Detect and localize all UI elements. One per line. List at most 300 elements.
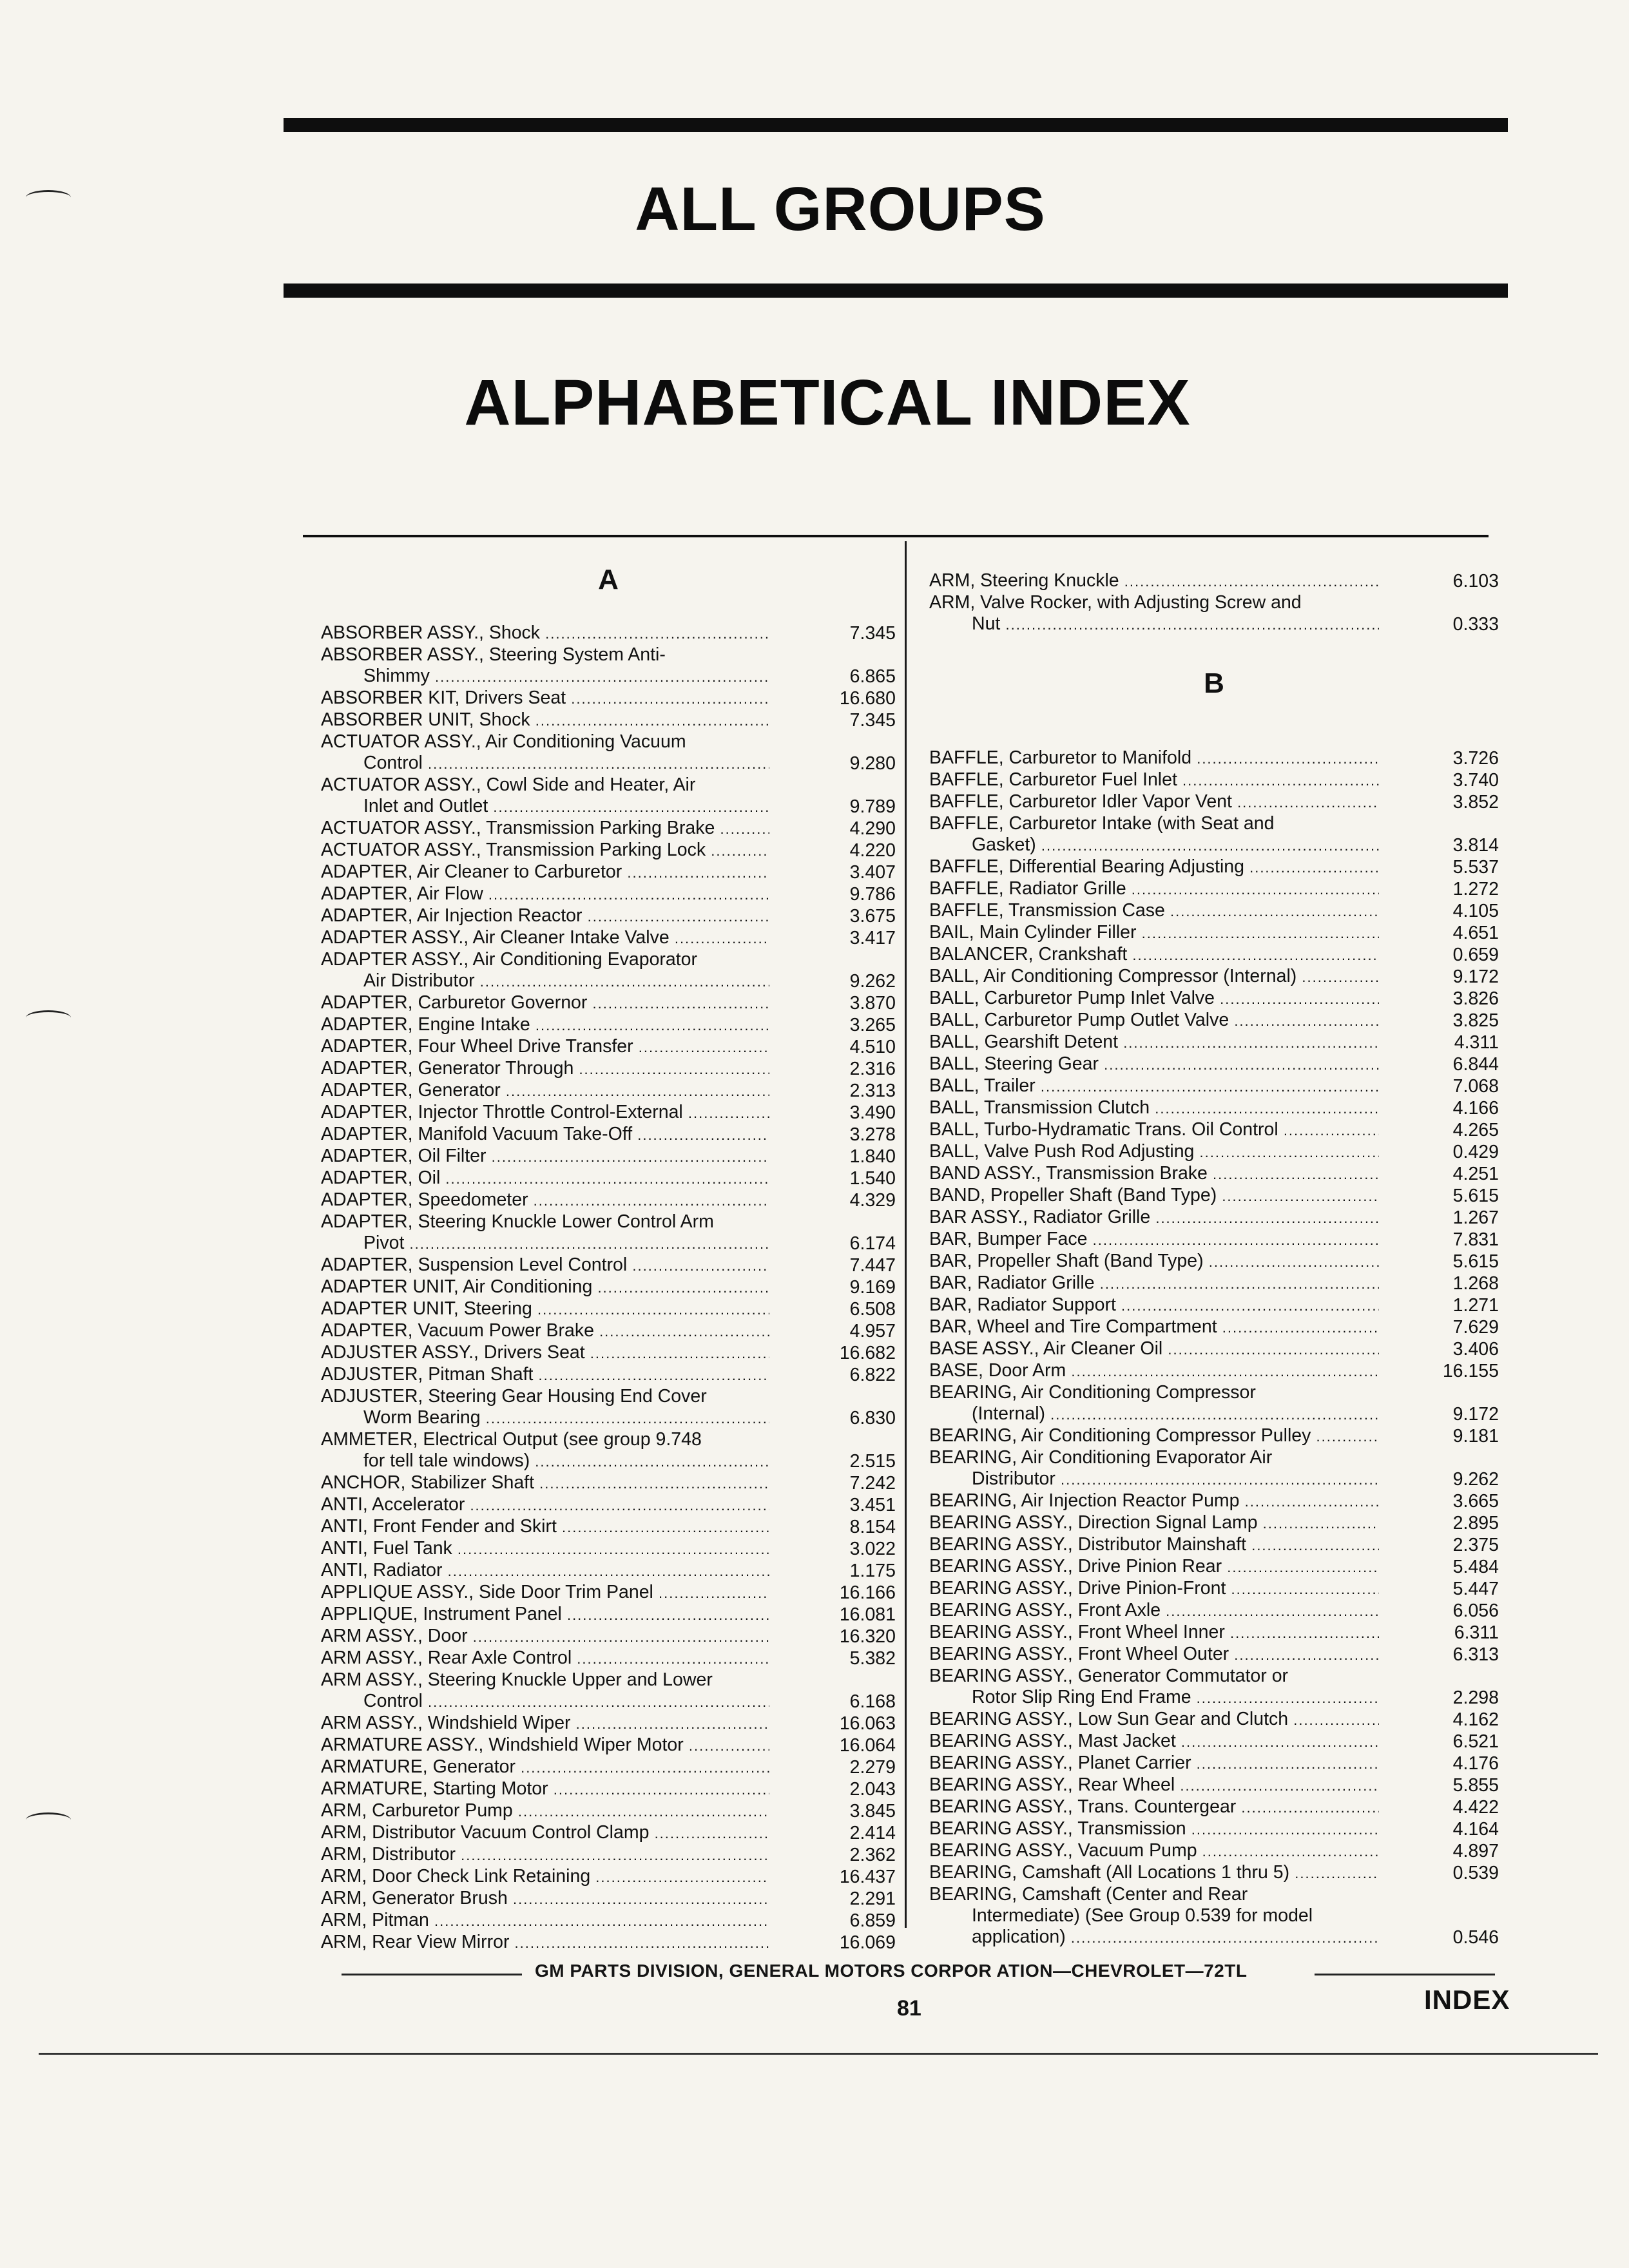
section-tag: INDEX — [1424, 1984, 1510, 2015]
entry-page-ref: 0.659 — [1452, 945, 1499, 965]
entry-label: ARM ASSY., Door ..... — [321, 1626, 769, 1648]
entry-label-continued: Pivot ..... — [363, 1233, 769, 1254]
index-entry — [321, 1429, 896, 1472]
entry-page-ref: 9.172 — [1452, 966, 1499, 987]
entry-label: BEARING, Camshaft (All Locations 1 thru 5) ..... — [929, 1862, 1379, 1884]
entry-label: BEARING ASSY., Front Axle ..... — [929, 1600, 1379, 1622]
entry-label: ARM, Distributor Vacuum Control Clamp ..... — [321, 1822, 769, 1844]
entry-label: ARM ASSY., Steering Knuckle Upper and Lower — [321, 1669, 713, 1690]
entry-page-ref: 2.043 — [849, 1779, 896, 1800]
entry-label-continued: Distributor ..... — [972, 1468, 1379, 1490]
entry-page-ref: 2.414 — [849, 1823, 896, 1843]
entry-label: BALL, Valve Push Rod Adjusting ..... — [929, 1141, 1379, 1163]
index-entry — [321, 1146, 896, 1168]
entry-label-continued: application) ..... — [972, 1927, 1379, 1948]
entry-page-ref: 0.333 — [1452, 614, 1499, 635]
group-title: ALL GROUPS — [635, 175, 1046, 244]
entry-page-ref: 9.172 — [1452, 1404, 1499, 1425]
entry-page-ref: 6.830 — [849, 1408, 896, 1428]
entry-label: ARM ASSY., Rear Axle Control ..... — [321, 1648, 769, 1669]
index-entry — [321, 1538, 896, 1560]
left-entry-list — [321, 622, 896, 1954]
index-entry — [929, 1097, 1499, 1119]
entry-label: BEARING, Air Conditioning Evaporator Air — [929, 1447, 1273, 1468]
entry-page-ref: 5.484 — [1452, 1557, 1499, 1577]
index-entry — [929, 900, 1499, 922]
entry-page-ref: 9.262 — [1452, 1469, 1499, 1490]
index-entry — [929, 1884, 1499, 1948]
entry-label-continued: Control ..... — [363, 1691, 769, 1713]
entry-label-continued: (Internal) ..... — [972, 1403, 1379, 1425]
index-entry — [321, 1298, 896, 1320]
index-entry — [321, 1386, 896, 1429]
entry-page-ref: 3.825 — [1452, 1010, 1499, 1031]
entry-label-continued: Gasket) ..... — [972, 834, 1379, 856]
entry-page-ref: 16.063 — [839, 1713, 896, 1734]
index-entry — [929, 1229, 1499, 1251]
entry-label-continued: Inlet and Outlet ..... — [363, 796, 769, 818]
index-entry — [321, 1364, 896, 1386]
entry-label: BEARING ASSY., Planet Carrier ..... — [929, 1753, 1379, 1774]
index-entry — [321, 949, 896, 992]
entry-page-ref: 7.447 — [849, 1255, 896, 1276]
entry-label: BEARING ASSY., Transmission ..... — [929, 1818, 1379, 1840]
entry-label: ADAPTER, Oil Filter ..... — [321, 1146, 769, 1168]
entry-page-ref: 9.181 — [1452, 1426, 1499, 1446]
index-entry — [321, 1014, 896, 1036]
entry-label: ARM, Door Check Link Retaining ..... — [321, 1866, 769, 1888]
entry-label-continued: for tell tale windows) ..... — [363, 1450, 769, 1472]
entry-label: BALANCER, Crankshaft ..... — [929, 944, 1379, 966]
footer-line-left — [342, 1974, 522, 1975]
index-entry — [929, 1818, 1499, 1840]
footer-line-right — [1315, 1974, 1495, 1975]
entry-page-ref: 4.162 — [1452, 1709, 1499, 1730]
entry-page-ref: 5.537 — [1452, 857, 1499, 878]
entry-page-ref: 2.279 — [849, 1757, 896, 1778]
entry-page-ref: 4.265 — [1452, 1120, 1499, 1140]
entry-page-ref: 2.362 — [849, 1845, 896, 1865]
entry-label: ABSORBER KIT, Drivers Seat ..... — [321, 687, 769, 709]
index-entry — [321, 1735, 896, 1756]
index-entry — [321, 927, 896, 949]
entry-page-ref: 6.822 — [849, 1365, 896, 1385]
index-entry — [321, 1320, 896, 1342]
entry-label-continued: Worm Bearing ..... — [363, 1407, 769, 1429]
entry-label: BAFFLE, Carburetor Idler Vapor Vent ..... — [929, 791, 1379, 813]
entry-label: BALL, Trailer ..... — [929, 1075, 1379, 1097]
left-column — [321, 561, 896, 1954]
entry-label: ANTI, Fuel Tank ..... — [321, 1538, 769, 1560]
index-entry — [929, 966, 1499, 988]
entry-page-ref: 3.490 — [849, 1102, 896, 1123]
entry-label: ADAPTER ASSY., Air Conditioning Evaporator — [321, 949, 698, 970]
index-entry — [321, 1910, 896, 1932]
entry-label: BAFFLE, Carburetor Intake (with Seat and — [929, 813, 1275, 834]
index-entry — [929, 1207, 1499, 1229]
index-entry — [929, 1163, 1499, 1185]
index-entry — [929, 1753, 1499, 1774]
entry-label: BEARING ASSY., Generator Commutator or — [929, 1666, 1289, 1686]
index-entry — [321, 1669, 896, 1713]
entry-label: BEARING ASSY., Front Wheel Outer ..... — [929, 1644, 1379, 1666]
entry-label: BAND ASSY., Transmission Brake ..... — [929, 1163, 1379, 1185]
entry-label: ADAPTER, Air Flow ..... — [321, 883, 769, 905]
header-rule-bottom — [284, 284, 1508, 298]
entry-label: BEARING ASSY., Low Sun Gear and Clutch ..... — [929, 1709, 1379, 1731]
entry-label: BEARING ASSY., Trans. Countergear ..... — [929, 1796, 1379, 1818]
index-entry — [321, 644, 896, 687]
index-entry — [929, 1032, 1499, 1053]
index-entry — [929, 570, 1499, 592]
entry-page-ref: 2.375 — [1452, 1535, 1499, 1555]
entry-label-continued: Nut ..... — [972, 613, 1379, 635]
entry-label: ADAPTER UNIT, Air Conditioning ..... — [321, 1276, 769, 1298]
entry-page-ref: 16.682 — [839, 1343, 896, 1363]
index-entry — [929, 1010, 1499, 1032]
entry-page-ref: 0.546 — [1452, 1927, 1499, 1948]
entry-label: ADAPTER UNIT, Steering ..... — [321, 1298, 769, 1320]
entry-label: ACTUATOR ASSY., Transmission Parking Lock ..... — [321, 840, 769, 861]
entry-page-ref: 3.417 — [849, 928, 896, 948]
bottom-rule — [39, 2053, 1598, 2055]
entry-page-ref: 3.665 — [1452, 1491, 1499, 1512]
entry-label: BEARING, Camshaft (Center and Rear — [929, 1884, 1248, 1905]
index-entry — [321, 1778, 896, 1800]
index-entry — [929, 1273, 1499, 1294]
entry-label-continued: Control ..... — [363, 753, 769, 774]
margin-mark — [26, 1010, 71, 1025]
entry-page-ref: 4.176 — [1452, 1753, 1499, 1774]
index-entry — [321, 1211, 896, 1254]
index-entry — [929, 1185, 1499, 1207]
entry-page-ref: 4.105 — [1452, 901, 1499, 921]
entry-page-ref: 5.615 — [1452, 1186, 1499, 1206]
index-entry — [929, 922, 1499, 944]
index-entry — [929, 1119, 1499, 1141]
entry-label: APPLIQUE ASSY., Side Door Trim Panel ..... — [321, 1582, 769, 1604]
entry-page-ref: 1.175 — [849, 1561, 896, 1581]
entry-label: ABSORBER UNIT, Shock ..... — [321, 709, 769, 731]
entry-label: ANTI, Accelerator ..... — [321, 1494, 769, 1516]
entry-label: ACTUATOR ASSY., Transmission Parking Brake ..... — [321, 818, 769, 840]
index-entry — [321, 1582, 896, 1604]
right-top-entry-list — [929, 570, 1499, 635]
entry-label: BAFFLE, Carburetor Fuel Inlet ..... — [929, 769, 1379, 791]
index-entry — [321, 1168, 896, 1189]
entry-label: BALL, Carburetor Pump Inlet Valve ..... — [929, 988, 1379, 1010]
entry-label: ADAPTER ASSY., Air Cleaner Intake Valve ..... — [321, 927, 769, 949]
entry-page-ref: 8.154 — [849, 1517, 896, 1537]
index-entry — [929, 856, 1499, 878]
entry-page-ref: 6.508 — [849, 1299, 896, 1320]
entry-page-ref: 0.539 — [1452, 1863, 1499, 1883]
index-title: ALPHABETICAL INDEX — [464, 367, 1191, 439]
entry-page-ref: 4.290 — [849, 818, 896, 839]
entry-label: ADJUSTER ASSY., Drivers Seat ..... — [321, 1342, 769, 1364]
entry-page-ref: 3.814 — [1452, 835, 1499, 856]
entry-label: ADJUSTER, Steering Gear Housing End Cover — [321, 1386, 707, 1407]
entry-label: BEARING ASSY., Drive Pinion-Front ..... — [929, 1578, 1379, 1600]
entry-page-ref: 6.311 — [1454, 1622, 1499, 1643]
index-entry — [321, 1888, 896, 1910]
entry-page-ref: 6.313 — [1452, 1644, 1499, 1665]
entry-label: ANTI, Radiator ..... — [321, 1560, 769, 1582]
entry-label: BALL, Air Conditioning Compressor (Internal) ..... — [929, 966, 1379, 988]
entry-label: ARMATURE, Generator ..... — [321, 1756, 769, 1778]
index-entry — [929, 988, 1499, 1010]
entry-page-ref: 4.311 — [1454, 1032, 1499, 1053]
entry-label: BASE, Door Arm ..... — [929, 1360, 1379, 1382]
entry-page-ref: 1.268 — [1452, 1273, 1499, 1294]
index-entry — [321, 1604, 896, 1626]
entry-page-ref: 6.865 — [849, 666, 896, 687]
entry-label: BAFFLE, Transmission Case ..... — [929, 900, 1379, 922]
entry-label: BALL, Transmission Clutch ..... — [929, 1097, 1379, 1119]
entry-label: BEARING, Air Conditioning Compressor Pulley ..... — [929, 1425, 1379, 1447]
entry-page-ref: 3.726 — [1452, 748, 1499, 769]
entry-page-ref: 6.859 — [849, 1910, 896, 1931]
entry-page-ref: 9.786 — [849, 884, 896, 905]
entry-page-ref: 2.515 — [849, 1451, 896, 1472]
index-entry — [929, 1622, 1499, 1644]
index-entry — [929, 1774, 1499, 1796]
entry-label: BALL, Steering Gear ..... — [929, 1053, 1379, 1075]
index-entry — [929, 747, 1499, 769]
entry-label-continued: Rotor Slip Ring End Frame ..... — [972, 1687, 1379, 1709]
index-entry — [321, 731, 896, 774]
entry-page-ref: 4.251 — [1452, 1164, 1499, 1184]
entry-page-ref: 2.291 — [849, 1888, 896, 1909]
columns-top-rule — [303, 535, 1489, 537]
entry-label: ARM, Steering Knuckle ..... — [929, 570, 1379, 592]
entry-label: ADAPTER, Injector Throttle Control-External ..... — [321, 1102, 769, 1124]
entry-label-continued: Air Distributor ..... — [363, 970, 769, 992]
entry-label: ADAPTER, Generator Through ..... — [321, 1058, 769, 1080]
entry-page-ref: 7.345 — [849, 710, 896, 731]
entry-page-ref: 6.521 — [1452, 1731, 1499, 1752]
index-entry — [321, 1844, 896, 1866]
index-entry — [929, 592, 1499, 635]
entry-label: BEARING ASSY., Drive Pinion Rear ..... — [929, 1556, 1379, 1578]
index-entry — [929, 769, 1499, 791]
entry-label: ADAPTER, Oil ..... — [321, 1168, 769, 1189]
entry-label: ADAPTER, Four Wheel Drive Transfer ..... — [321, 1036, 769, 1058]
entry-label: BAR, Wheel and Tire Compartment ..... — [929, 1316, 1379, 1338]
entry-page-ref: 6.056 — [1452, 1600, 1499, 1621]
index-entry — [321, 1932, 896, 1954]
index-entry — [321, 1494, 896, 1516]
entry-page-ref: 3.870 — [849, 993, 896, 1014]
index-entry — [321, 1036, 896, 1058]
index-entry — [321, 883, 896, 905]
entry-label: ADJUSTER, Pitman Shaft ..... — [321, 1364, 769, 1386]
entry-page-ref: 3.675 — [849, 906, 896, 927]
entry-label: ARM, Valve Rocker, with Adjusting Screw and — [929, 592, 1302, 613]
entry-label: ACTUATOR ASSY., Cowl Side and Heater, Air — [321, 774, 696, 795]
entry-page-ref: 16.320 — [839, 1626, 896, 1647]
entry-page-ref: 4.329 — [849, 1190, 896, 1211]
entry-label: BEARING ASSY., Mast Jacket ..... — [929, 1731, 1379, 1753]
entry-label: BEARING, Air Conditioning Compressor — [929, 1382, 1256, 1403]
entry-page-ref: 5.855 — [1452, 1775, 1499, 1796]
right-entry-list — [929, 747, 1499, 1948]
index-entry — [321, 1080, 896, 1102]
entry-label: BAND, Propeller Shaft (Band Type) ..... — [929, 1185, 1379, 1207]
index-entry — [929, 1251, 1499, 1273]
entry-page-ref: 2.313 — [849, 1081, 896, 1101]
right-column — [929, 570, 1499, 1948]
entry-page-ref: 3.852 — [1452, 792, 1499, 812]
entry-label: BAFFLE, Carburetor to Manifold ..... — [929, 747, 1379, 769]
entry-page-ref: 7.831 — [1452, 1229, 1499, 1250]
index-entry — [929, 1512, 1499, 1534]
entry-label: BAR, Radiator Grille ..... — [929, 1273, 1379, 1294]
index-entry — [929, 1316, 1499, 1338]
section-letter-a: A — [598, 564, 619, 595]
index-entry — [321, 709, 896, 731]
entry-page-ref: 4.422 — [1452, 1797, 1499, 1818]
index-entry — [321, 1822, 896, 1844]
entry-label: BEARING ASSY., Rear Wheel ..... — [929, 1774, 1379, 1796]
entry-page-ref: 4.510 — [849, 1037, 896, 1057]
index-entry — [321, 1124, 896, 1146]
index-entry — [929, 1534, 1499, 1556]
entry-page-ref: 6.103 — [1452, 571, 1499, 591]
entry-page-ref: 4.166 — [1452, 1098, 1499, 1119]
index-entry — [929, 1556, 1499, 1578]
index-entry — [929, 1796, 1499, 1818]
entry-label: BAR ASSY., Radiator Grille ..... — [929, 1207, 1379, 1229]
entry-label: ADAPTER, Manifold Vacuum Take-Off ..... — [321, 1124, 769, 1146]
entry-label: ARM, Pitman ..... — [321, 1910, 769, 1932]
entry-page-ref: 0.429 — [1452, 1142, 1499, 1162]
index-entry — [321, 1472, 896, 1494]
entry-label: ADAPTER, Carburetor Governor ..... — [321, 992, 769, 1014]
index-entry — [321, 687, 896, 709]
entry-label: ADAPTER, Speedometer ..... — [321, 1189, 769, 1211]
entry-label: ARMATURE, Starting Motor ..... — [321, 1778, 769, 1800]
entry-label: ADAPTER, Air Injection Reactor ..... — [321, 905, 769, 927]
entry-page-ref: 16.064 — [839, 1735, 896, 1756]
entry-page-ref: 7.345 — [849, 623, 896, 644]
index-entry — [929, 1709, 1499, 1731]
section-letter-b: B — [1204, 668, 1224, 699]
column-divider — [905, 541, 907, 1928]
index-entry — [321, 622, 896, 644]
entry-page-ref: 7.242 — [849, 1473, 896, 1494]
index-entry — [321, 905, 896, 927]
index-entry — [929, 1294, 1499, 1316]
entry-label: BAR, Bumper Face ..... — [929, 1229, 1379, 1251]
entry-page-ref: 1.840 — [849, 1146, 896, 1167]
entry-page-ref: 7.068 — [1452, 1076, 1499, 1097]
index-entry — [321, 1800, 896, 1822]
entry-page-ref: 3.265 — [849, 1015, 896, 1035]
index-entry — [321, 840, 896, 861]
entry-label: BEARING, Air Injection Reactor Pump ..... — [929, 1490, 1379, 1512]
entry-label: ADAPTER, Suspension Level Control ..... — [321, 1254, 769, 1276]
entry-page-ref: 4.897 — [1452, 1841, 1499, 1861]
index-entry — [929, 1075, 1499, 1097]
index-entry — [929, 1382, 1499, 1425]
entry-page-ref: 9.280 — [849, 753, 896, 774]
index-entry — [929, 878, 1499, 900]
entry-label: ARM, Generator Brush ..... — [321, 1888, 769, 1910]
entry-page-ref: 16.069 — [839, 1932, 896, 1953]
entry-label: BAR, Propeller Shaft (Band Type) ..... — [929, 1251, 1379, 1273]
entry-page-ref: 2.895 — [1452, 1513, 1499, 1533]
index-entry — [929, 1862, 1499, 1884]
index-entry — [929, 1447, 1499, 1490]
entry-page-ref: 5.447 — [1452, 1579, 1499, 1599]
index-entry — [321, 992, 896, 1014]
index-entry — [321, 1254, 896, 1276]
entry-page-ref: 3.278 — [849, 1124, 896, 1145]
index-entry — [321, 1560, 896, 1582]
index-entry — [321, 818, 896, 840]
index-entry — [321, 1648, 896, 1669]
entry-page-ref: 16.437 — [839, 1867, 896, 1887]
entry-label: BASE ASSY., Air Cleaner Oil ..... — [929, 1338, 1379, 1360]
entry-label: ARMATURE ASSY., Windshield Wiper Motor ..... — [321, 1735, 769, 1756]
entry-label: BEARING ASSY., Distributor Mainshaft ..... — [929, 1534, 1379, 1556]
entry-label: AMMETER, Electrical Output (see group 9.748 — [321, 1429, 702, 1450]
index-entry — [321, 1102, 896, 1124]
entry-page-ref: 16.155 — [1442, 1361, 1499, 1381]
index-entry — [321, 1626, 896, 1648]
entry-page-ref: 3.845 — [849, 1801, 896, 1821]
entry-page-ref: 7.629 — [1452, 1317, 1499, 1338]
entry-page-ref: 3.406 — [1452, 1339, 1499, 1360]
index-entry — [321, 774, 896, 818]
entry-label: ANCHOR, Stabilizer Shaft ..... — [321, 1472, 769, 1494]
entry-label: ACTUATOR ASSY., Air Conditioning Vacuum — [321, 731, 686, 752]
index-entry — [929, 944, 1499, 966]
entry-page-ref: 6.174 — [849, 1233, 896, 1254]
index-entry — [929, 791, 1499, 813]
entry-page-ref: 16.081 — [839, 1604, 896, 1625]
entry-label: BEARING ASSY., Vacuum Pump ..... — [929, 1840, 1379, 1862]
entry-page-ref: 1.272 — [1452, 879, 1499, 899]
entry-page-ref: 16.166 — [839, 1582, 896, 1603]
entry-page-ref: 16.680 — [839, 688, 896, 709]
entry-page-ref: 4.164 — [1452, 1819, 1499, 1840]
entry-page-ref: 3.826 — [1452, 988, 1499, 1009]
entry-label: ADAPTER, Air Cleaner to Carburetor ..... — [321, 861, 769, 883]
entry-label: BEARING ASSY., Front Wheel Inner ..... — [929, 1622, 1379, 1644]
index-entry — [929, 1600, 1499, 1622]
entry-page-ref: 9.789 — [849, 796, 896, 817]
entry-page-ref: 4.957 — [849, 1321, 896, 1341]
index-entry — [321, 861, 896, 883]
entry-label: APPLIQUE, Instrument Panel ..... — [321, 1604, 769, 1626]
entry-page-ref: 6.168 — [849, 1691, 896, 1712]
entry-label: BAFFLE, Radiator Grille ..... — [929, 878, 1379, 900]
page-number: 81 — [897, 1996, 921, 2021]
index-entry — [321, 1756, 896, 1778]
entry-label: BALL, Gearshift Detent ..... — [929, 1032, 1379, 1053]
index-entry — [929, 1425, 1499, 1447]
entry-page-ref: 3.740 — [1452, 770, 1499, 791]
entry-page-ref: 1.540 — [849, 1168, 896, 1189]
entry-page-ref: 3.407 — [849, 862, 896, 883]
index-entry — [321, 1058, 896, 1080]
index-entry — [929, 1053, 1499, 1075]
entry-page-ref: 9.169 — [849, 1277, 896, 1298]
entry-label: ADAPTER, Vacuum Power Brake ..... — [321, 1320, 769, 1342]
index-entry — [321, 1516, 896, 1538]
